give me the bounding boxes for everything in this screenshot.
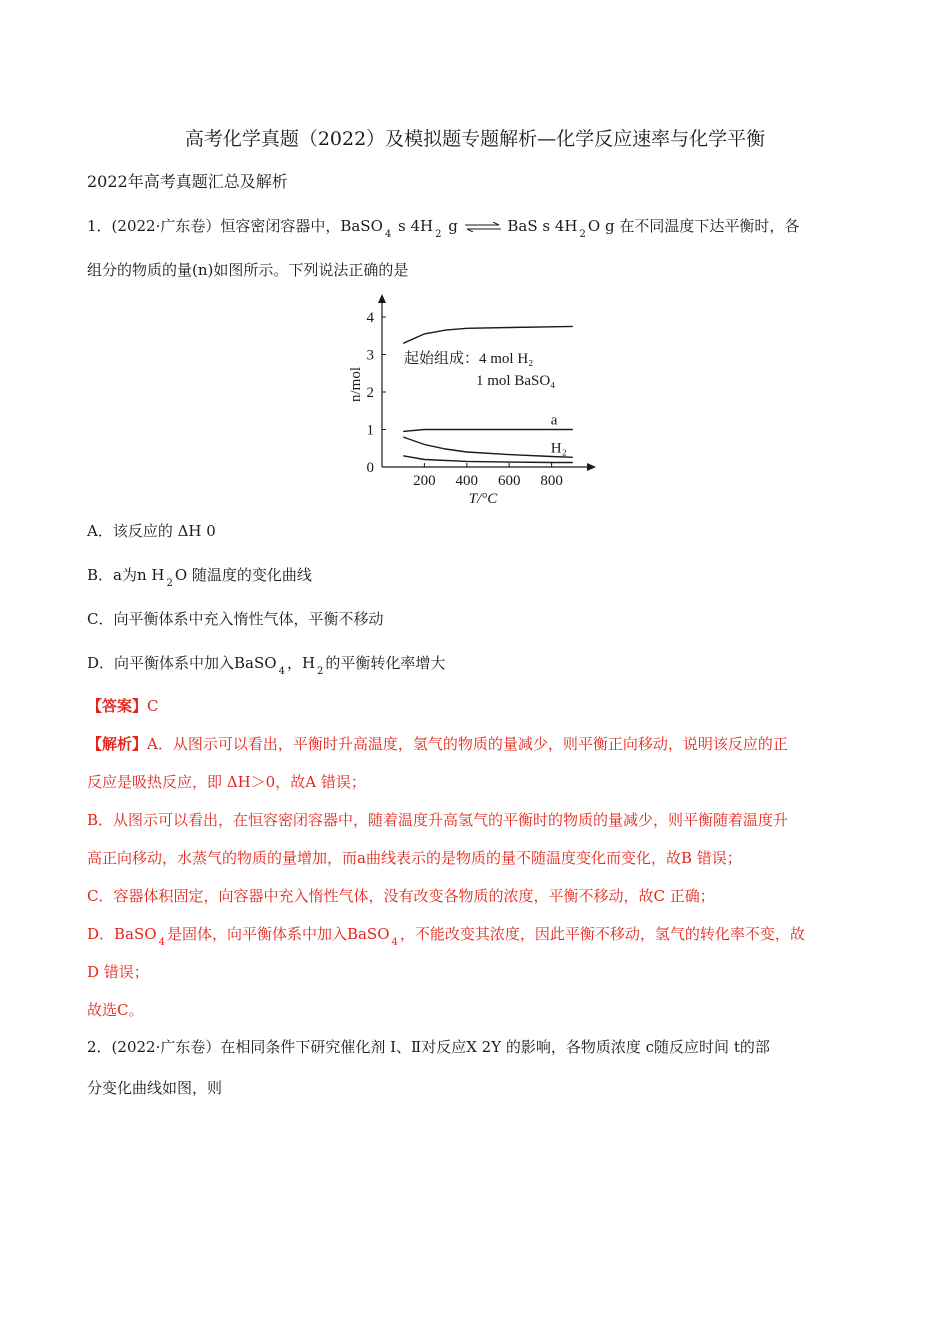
subscript: 4: [278, 666, 285, 677]
chart-marks: [403, 326, 573, 462]
y-tick-label: 3: [366, 347, 374, 364]
y-tick-label: 1: [366, 422, 374, 439]
q1-stem-line1: [87, 216, 799, 239]
analysis-line-c1: C．容器体积固定，向容器中充入惰性气体，没有改变各物质的浓度，平衡不移动，故C 正确；: [87, 887, 715, 905]
answer-value: C: [147, 697, 159, 715]
y-tick-label: 0: [366, 460, 374, 476]
chart-axes: [348, 294, 596, 507]
final-answer: 故选C。: [87, 1001, 144, 1019]
q1-text-b: s 4H: [393, 217, 434, 235]
subscript: 2: [317, 666, 324, 677]
analysis-d-text-mid: 是固体，向平衡体系中加入BaSO: [166, 925, 390, 943]
q1-stem-line2: 组分的物质的量(n)如图所示。下列说法正确的是: [87, 261, 409, 279]
q1-text-c: g: [443, 217, 463, 235]
chart-annotation: 1 mol BaSO₄: [476, 372, 556, 389]
q1-text-e: O g 在不同温度下达平衡时，各: [587, 217, 800, 235]
x-tick-label: 200: [413, 473, 436, 489]
page-title: 高考化学真题（2022）及模拟题专题解析—化学反应速率与化学平衡: [184, 128, 766, 150]
analysis-text: A．从图示可以看出，平衡时升高温度，氢气的物质的量减少，则平衡正向移动，说明该反应的正: [147, 735, 788, 753]
equilibrium-chart: [340, 292, 610, 512]
analysis-label: 【解析】: [87, 735, 148, 753]
option-b: [87, 565, 312, 588]
y-tick-label: 4: [366, 310, 374, 326]
y-axis-arrow-icon: [378, 294, 386, 303]
subscript: 2: [579, 229, 586, 240]
subscript: 2: [166, 578, 173, 589]
subscript: 2: [435, 229, 442, 240]
analysis-d-text-tail: ，不能改变其浓度，因此平衡不移动，氢气的转化率不变，故: [399, 925, 805, 943]
option-d-text-mid: ，H: [286, 654, 316, 672]
option-a: A．该反应的 ΔH 0: [87, 522, 216, 540]
answer: [87, 696, 159, 716]
option-d-text-tail: 的平衡转化率增大: [325, 654, 446, 672]
series-label: a: [550, 412, 558, 429]
analysis-d-text: D．BaSO: [87, 925, 157, 943]
q1-text-d: BaS s 4H: [502, 217, 578, 235]
series-line-2: [403, 437, 573, 457]
option-d-text: D．向平衡体系中加入BaSO: [87, 654, 277, 672]
x-axis-arrow-icon: [587, 463, 596, 471]
answer-label: 【答案】: [87, 697, 148, 715]
y-axis-label: n/mol: [348, 366, 364, 403]
x-tick-label: 400: [455, 473, 479, 489]
option-d: [87, 653, 445, 676]
analysis-line-d2: D 错误；: [87, 963, 149, 981]
subscript: 4: [158, 937, 165, 948]
series-line-1: [403, 430, 573, 432]
q1-text-a: 1．(2022·广东卷）恒容密闭容器中，BaSO: [87, 217, 383, 235]
subscript: 4: [391, 937, 398, 948]
x-axis-label: T/°C: [468, 491, 498, 507]
x-tick-label: 800: [540, 473, 563, 489]
chart-annotation: 起始组成：4 mol H₂: [404, 350, 534, 367]
analysis-line-b1: B．从图示可以看出，在恒容密闭容器中，随着温度升高氢气的平衡时的物质的量减少，则平衡随着温度升: [87, 811, 789, 829]
analysis-line-a2: 反应是吸热反应，即 ΔH＞0，故A 错误；: [87, 773, 366, 791]
analysis-line-d1: [87, 924, 805, 947]
option-b-text-tail: O 随温度的变化曲线: [174, 566, 312, 584]
analysis-line-b2: 高正向移动，水蒸气的物质的量增加，而a曲线表示的是物质的量不随温度变化而变化，故B 错误；: [87, 849, 742, 867]
series-label: H₂: [550, 440, 567, 457]
section-heading: 2022年高考真题汇总及解析: [87, 172, 288, 191]
subscript: 4: [384, 229, 392, 240]
y-tick-label: 2: [366, 385, 374, 401]
x-tick-label: 600: [497, 473, 521, 489]
equilibrium-arrow-icon: [463, 222, 503, 232]
option-b-text: B．a为n H: [87, 566, 165, 584]
series-line-0: [403, 326, 573, 343]
q2-stem-line1: 2．(2022·广东卷）在相同条件下研究催化剂 I、Ⅱ对反应X 2Y 的影响，各物质浓度 c随反应时间 t的部: [87, 1038, 770, 1056]
q2-stem-line2: 分变化曲线如图，则: [87, 1079, 223, 1097]
option-c: C．向平衡体系中充入惰性气体，平衡不移动: [87, 610, 384, 628]
analysis-line-a1: [87, 734, 788, 754]
